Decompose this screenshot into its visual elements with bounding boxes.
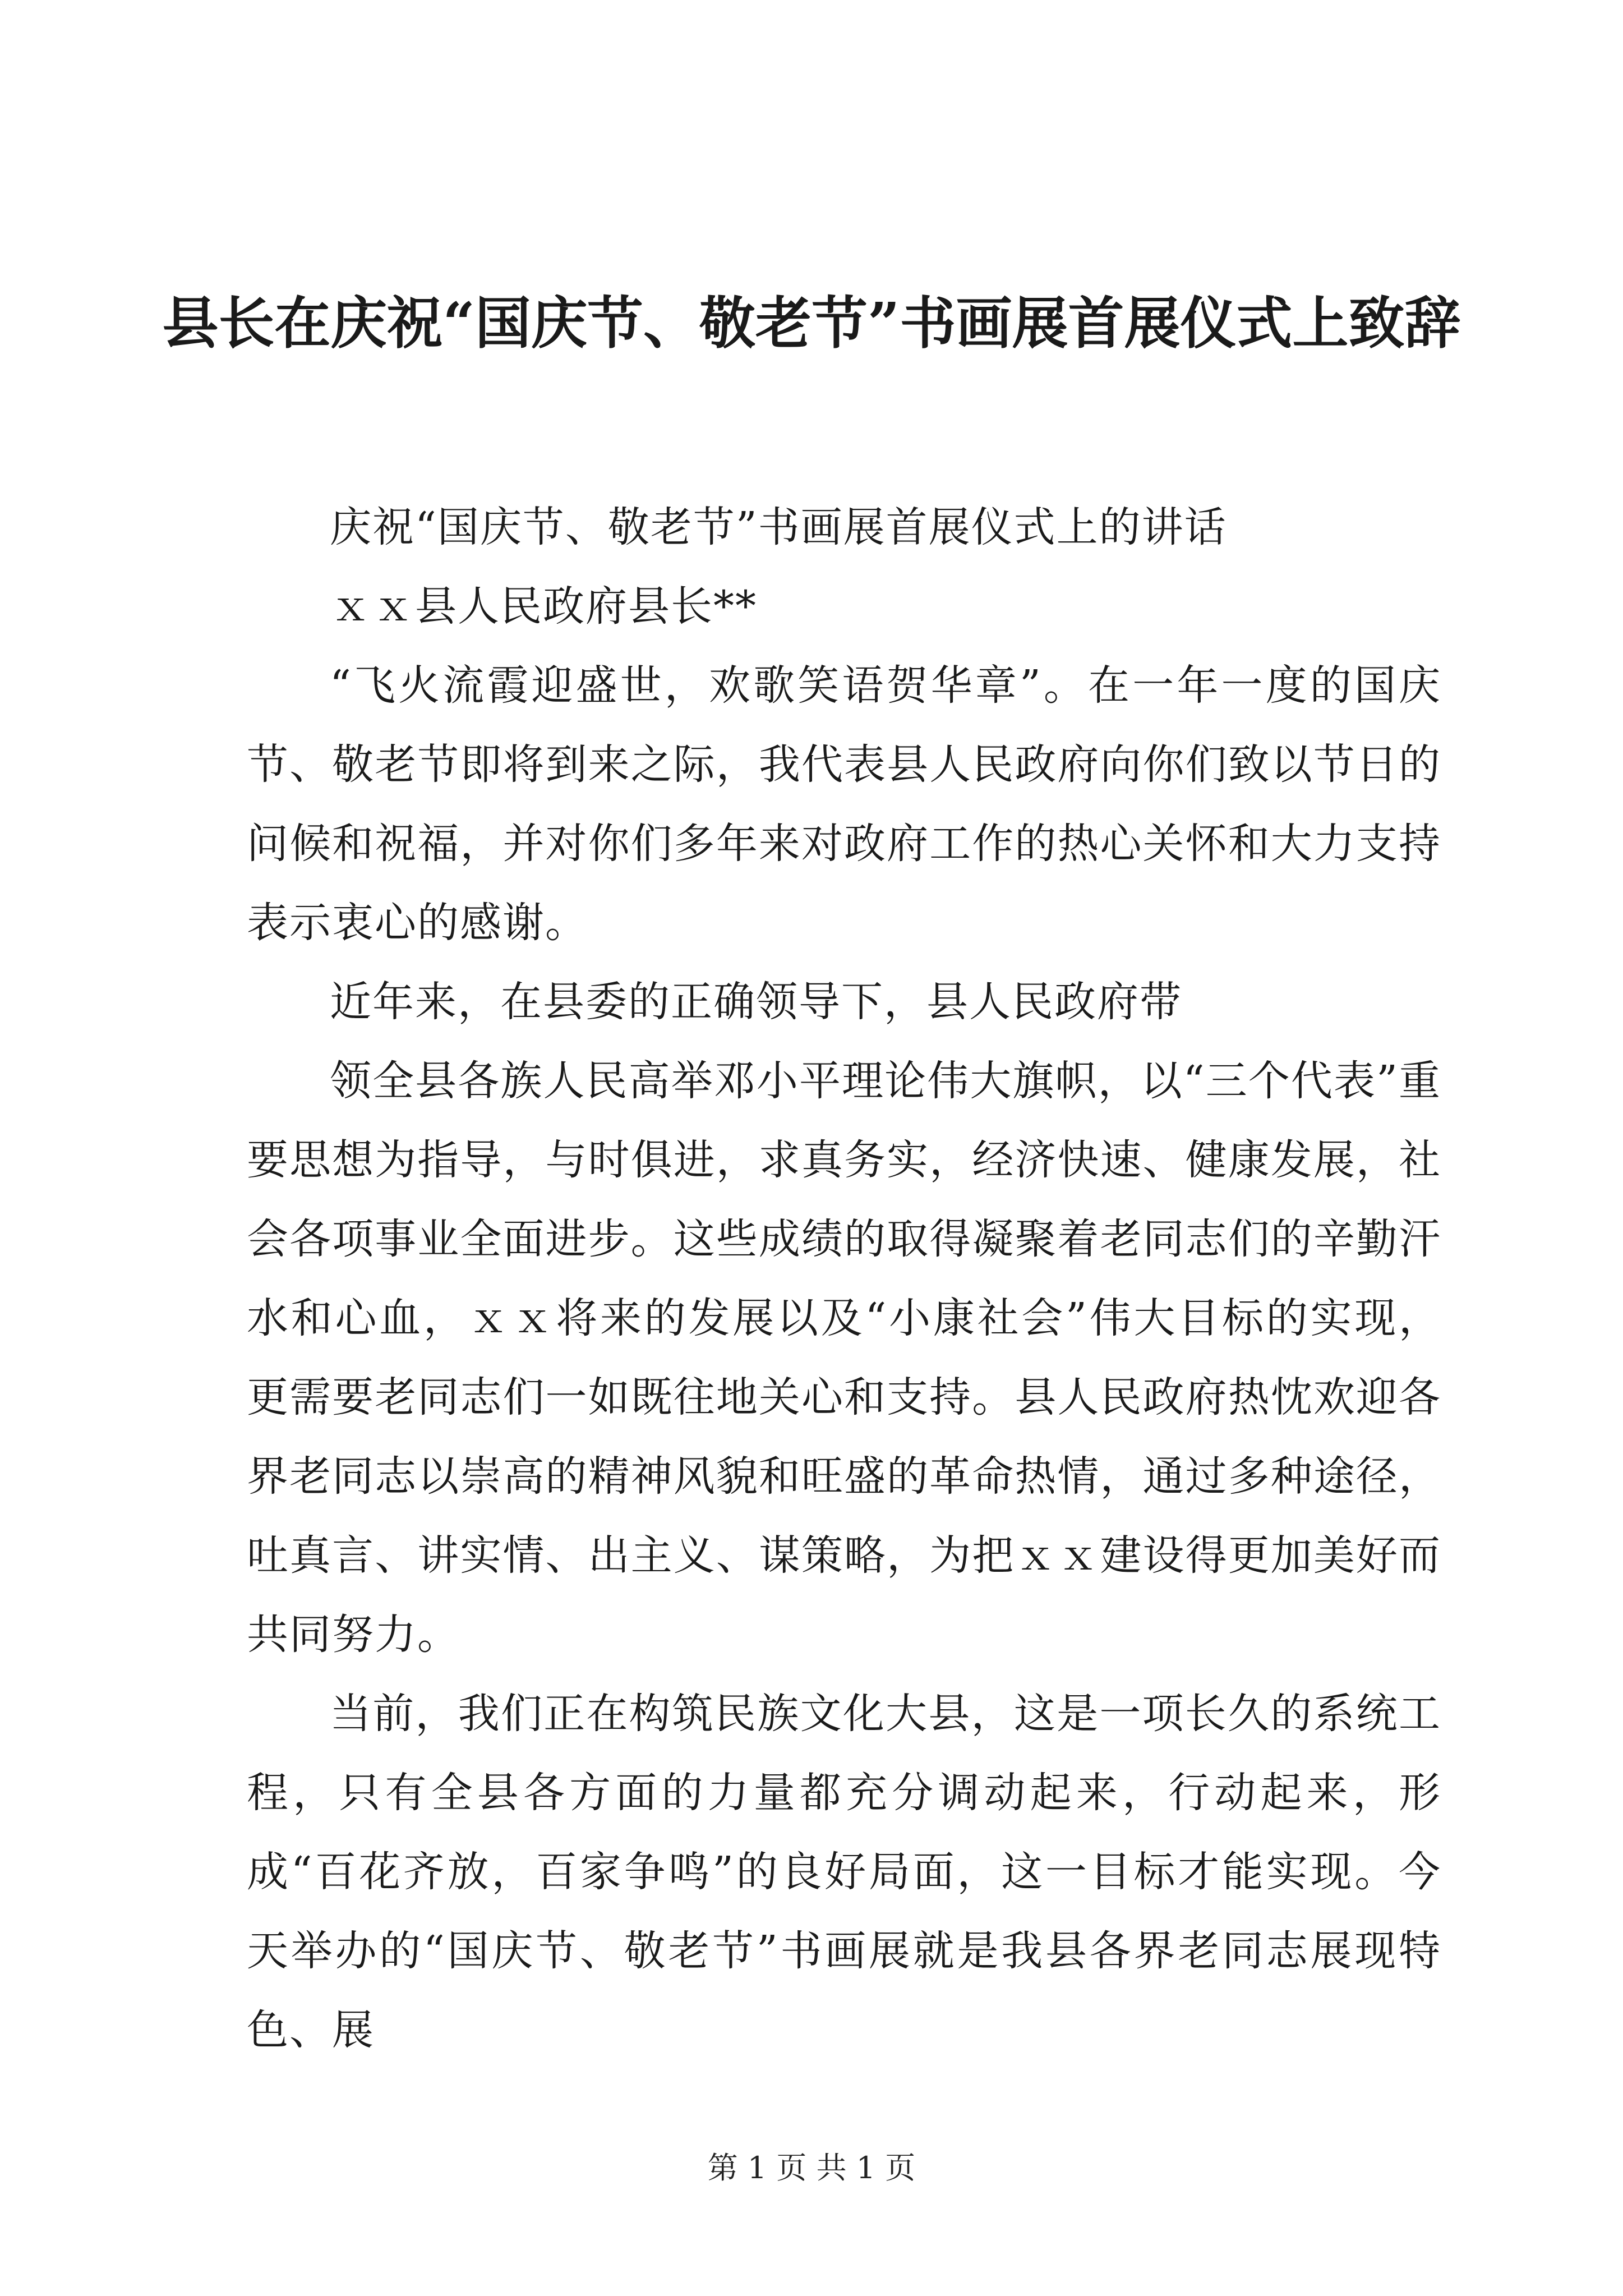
page-footer: 第 1 页 共 1 页 — [707, 2150, 916, 2185]
document-title: 县长在庆祝“国庆节、敬老节”书画展首展仪式上致辞 — [162, 290, 1461, 356]
paragraph-achievements: 领全县各族人民高举邓小平理论伟大旗帜，以“三个代表”重要思想为指导，与时俱进，求真务实，经济快速、健康发展，社会各项事业全面进步。这些成绩的取得凝聚着老同志们的辛勤汗水和心血，ｘｘ将来的发展以及“小康社会”伟大目标的实现，更需要老同志们一如既往地关心和支持。县人民政府热忱欢迎各界老同志以崇高的精神风貌和旺盛的革命热情，通过多种途径，吐真言、讲实情、出主义、谋策略，为把ｘｘ建设得更加美好而共同努力。 — [247, 1057, 1441, 1659]
speaker-line: ｘｘ县人民政府县长** — [330, 582, 757, 631]
paragraph-greeting: “飞火流霞迎盛世，欢歌笑语贺华章”。在一年一度的国庆节、敬老节即将到来之际，我代表县人民政府向你们致以节日的问候和祝福，并对你们多年来对政府工作的热心关怀和大力支持表示衷心的感谢。 — [247, 661, 1441, 947]
paragraph-current: 当前，我们正在构筑民族文化大县，这是一项长久的系统工程，只有全县各方面的力量都充分调动起来，行动起来，形成“百花齐放，百家争鸣”的良好局面，这一目标才能实现。今天举办的“国庆节、敬老节”书画展就是我县各界老同志展现特色、展 — [247, 1690, 1441, 2054]
document-body — [247, 488, 1441, 2070]
speech-heading: 庆祝“国庆节、敬老节”书画展首展仪式上的讲话 — [330, 503, 1227, 551]
paragraph-recent-years: 近年来，在县委的正确领导下，县人民政府带 — [330, 978, 1182, 1026]
